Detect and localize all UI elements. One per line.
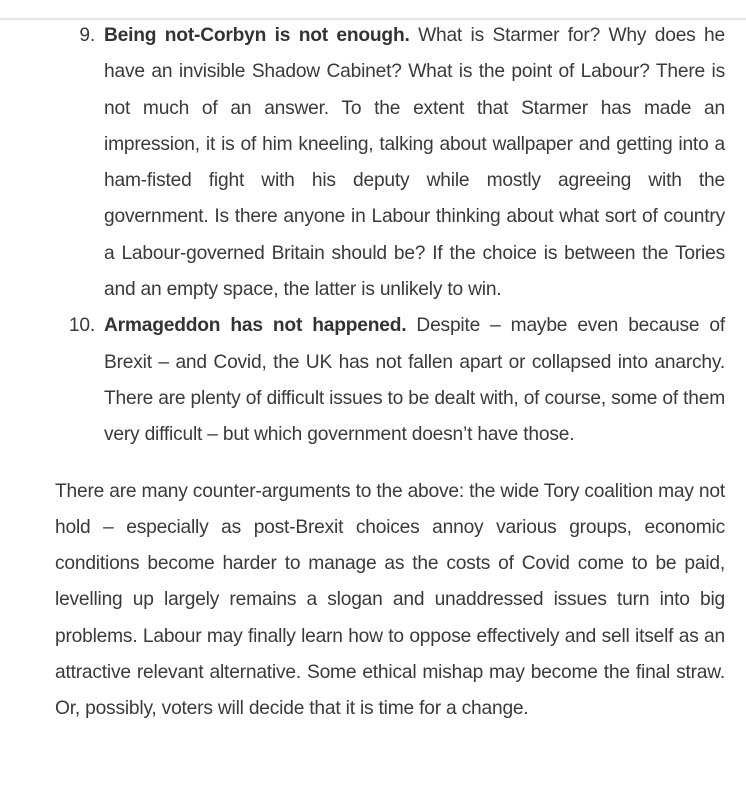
list-item-body: What is Starmer for? Why does he have an invisible Shadow Cabinet? What is the point of Labour? There is not much of an answer. To the extent that Starmer has made an impression, it is of him kneeling, talking about wallpaper and getting into a ham-fisted fight with his deputy while mostly agreeing with the government. Is there anyone in Labour thinking about what sort of country a Labour-governed Britain should be? If the choice is between the Tories and an empty space, the latter is unlikely to win.	[104, 25, 725, 301]
list-item-body: Despite – maybe even because of Brexit – and Covid, the UK has not fallen apart or collapsed into anarchy. There are plenty of difficult issues to be dealt with, of course, some of them very difficult – but which government doesn’t have those.	[104, 315, 726, 446]
list-item-number: 10.	[68, 315, 95, 337]
closing-paragraph: There are many counter-arguments to the above: the wide Tory coalition may not hold – especially as post-Brexit choices annoy various groups, economic conditions become harder to manage as the costs of Covid come to be paid, levelling up largely remains a slogan and unaddressed issues turn into big problems. Labour may finally learn how to oppose effectively and sell itself as an attractive relevant alternative. Some ethical mishap may become the final straw. Or, possibly, voters will decide that it is time for a change.	[55, 480, 725, 720]
list-item-number: 9.	[79, 25, 95, 46]
article-body	[55, 18, 725, 728]
list-item-lead: Armageddon has not happened.	[104, 315, 407, 337]
numbered-list	[55, 18, 725, 454]
list-item	[55, 308, 725, 453]
list-item-lead: Being not-Corbyn is not enough.	[104, 25, 410, 46]
list-item	[55, 18, 725, 308]
